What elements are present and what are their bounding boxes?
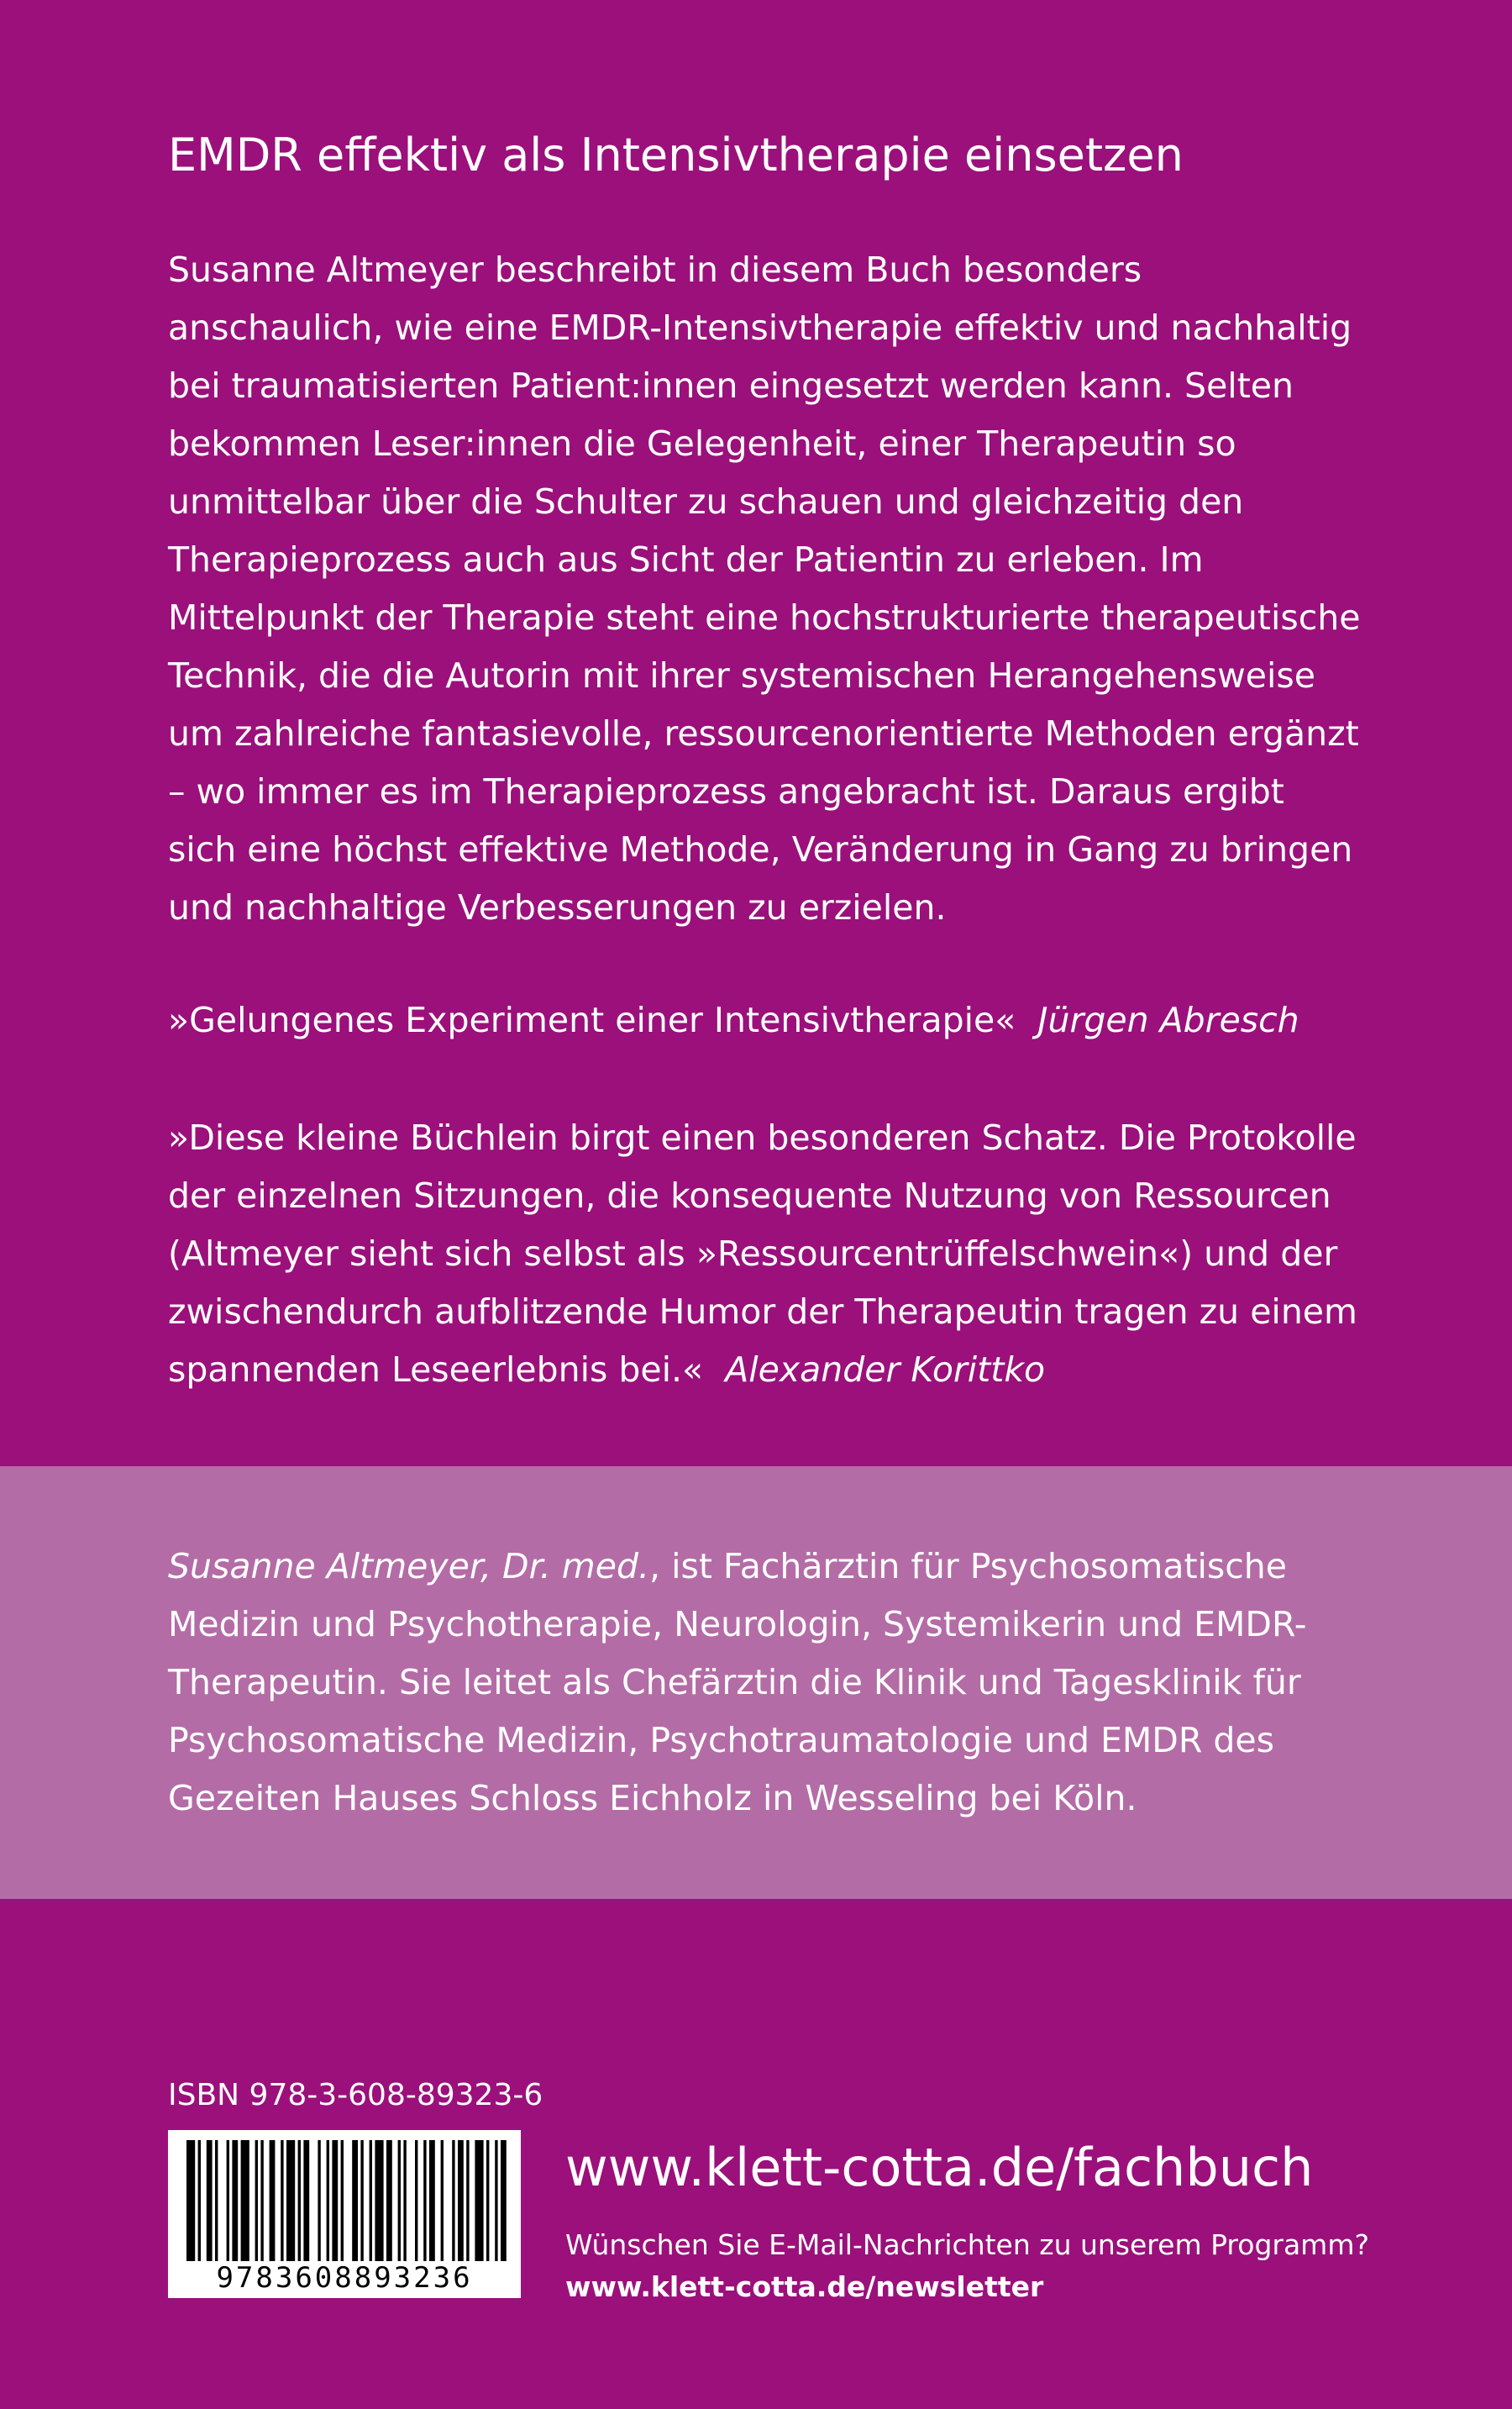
- barcode-bar: [303, 2140, 309, 2266]
- barcode-bar: [281, 2140, 283, 2266]
- quote-text: »Diese kleine Büchlein birgt einen besonderen Schatz. Die Protokolle der einzelnen Sitzungen, die konsequente Nutzung von Ressourcen (Altmeyer sieht sich selbst als »Ressourcentrüffelschwein«) und der zwischendurch aufblitzende Humor der Therapeutin tragen zu einem spannenden Leseerlebnis bei.«: [168, 1118, 1357, 1390]
- barcode-bar: [423, 2140, 426, 2266]
- newsletter-link[interactable]: www.klett-cotta.de/newsletter: [565, 2270, 1044, 2303]
- barcode-bar: [298, 2140, 301, 2266]
- publisher-website-link[interactable]: www.klett-cotta.de/fachbuch: [565, 2137, 1314, 2198]
- quote: [168, 1109, 1361, 1399]
- barcode-bar: [341, 2140, 344, 2266]
- barcode-bar: [486, 2140, 489, 2266]
- barcode-bar: [332, 2140, 338, 2266]
- barcode-bar: [429, 2140, 435, 2266]
- barcode-bar: [327, 2140, 329, 2266]
- barcode-bar: [403, 2140, 406, 2266]
- barcode-bar: [360, 2140, 363, 2266]
- barcode-bar: [207, 2140, 213, 2266]
- quote-author: Jürgen Abresch: [1037, 1000, 1299, 1040]
- barcode-bar: [215, 2140, 218, 2266]
- quote-author: Alexander Korittko: [725, 1349, 1046, 1390]
- barcode-bar: [318, 2140, 320, 2266]
- barcode-bar: [452, 2140, 454, 2266]
- barcode-bar: [232, 2140, 238, 2266]
- barcode-digits: 9783608893236: [168, 2261, 521, 2295]
- barcode-bar: [286, 2140, 295, 2266]
- barcode-bar: [475, 2140, 483, 2266]
- headline: EMDR effektiv als Intensivtherapie einsetzen: [168, 129, 1184, 181]
- barcode-bar: [495, 2140, 497, 2266]
- blurb-text: Susanne Altmeyer beschreibt in diesem Buch besonders anschaulich, wie eine EMDR-Intensivtherapie effektiv und nachhaltig bei traumatisierten Patient:innen eingesetzt werden kann. Selten bekommen Leser:innen die Gelegenheit, einer Therapeutin so unmittelbar über die Schulter zu schauen und gleichzeitig den Therapieprozess auch aus Sicht der Patientin zu erleben. Im Mittelpunkt der Therapie steht eine hochstrukturierte therapeutische Technik, die die Autorin mit ihrer systemischen Herangehensweise um zahlreiche fantasievolle, ressourcenorientierte Methoden ergänzt – wo immer es im Therapieprozess angebracht ist. Daraus ergibt sich eine höchst effektive Methode, Veränderung in Gang zu bringen und nachhaltige Verbesserungen zu erzielen.: [168, 250, 1361, 928]
- barcode: [168, 2130, 521, 2298]
- barcode-bar: [386, 2140, 392, 2266]
- quote-text: »Gelungenes Experiment einer Intensivtherapie«: [168, 1000, 1016, 1040]
- barcode-bar: [370, 2140, 372, 2266]
- barcode-bar: [501, 2140, 507, 2266]
- barcode-bar: [270, 2140, 276, 2266]
- barcode-bar: [398, 2140, 401, 2266]
- barcode-bar: [186, 2140, 195, 2266]
- barcode-bar: [352, 2140, 358, 2266]
- barcode-bar: [441, 2140, 444, 2266]
- barcode-bar: [227, 2140, 229, 2266]
- author-name: Susanne Altmeyer, Dr. med.: [168, 1546, 649, 1586]
- barcode-bar: [260, 2140, 263, 2266]
- quote: [168, 991, 1361, 1049]
- barcode-bar: [458, 2140, 464, 2266]
- barcode-bar: [375, 2140, 383, 2266]
- barcode-bar: [415, 2140, 417, 2266]
- author-bio-text: , ist Fachärztin für Psychosomatische Medizin und Psychotherapie, Neurologin, Systemikerin und EMDR-Therapeutin. Sie leitet als Chefärztin die Klinik und Tagesklinik für Psychosomatische Medizin, Psychotraumatologie und EMDR des Gezeiten Hauses Schloss Eichholz in Wesseling bei Köln.: [168, 1546, 1307, 1818]
- barcode-bar: [255, 2140, 258, 2266]
- barcode-bar: [198, 2140, 201, 2266]
- author-bio: [168, 1538, 1361, 1828]
- barcode-bar: [466, 2140, 469, 2266]
- isbn: ISBN 978-3-608-89323-6: [168, 2078, 543, 2112]
- barcode-bar: [241, 2140, 249, 2266]
- newsletter-prompt: Wünschen Sie E-Mail-Nachrichten zu unserem Programm?: [565, 2228, 1369, 2261]
